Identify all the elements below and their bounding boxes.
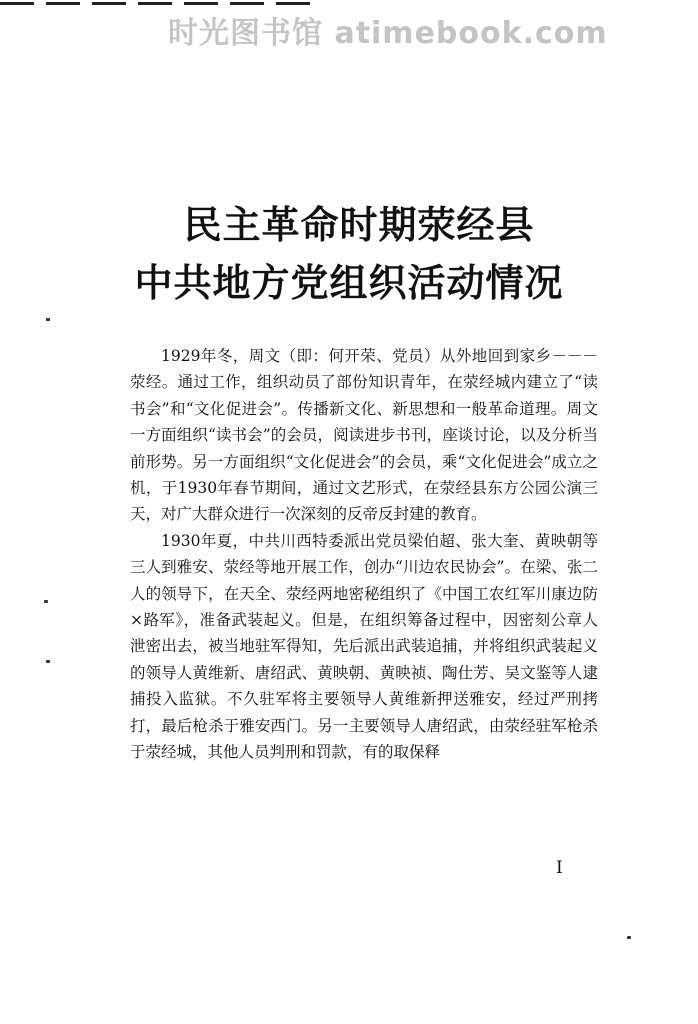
dash-mark	[184, 2, 218, 5]
title-line-1: 民主革命时期荥经县	[183, 203, 535, 247]
scan-speck	[44, 600, 48, 603]
title-line-2: 中共地方党组织活动情况	[134, 261, 564, 305]
dash-mark	[92, 2, 126, 5]
page-title	[0, 196, 698, 312]
dash-mark	[0, 2, 34, 5]
watermark: 时光图书馆 atimebook.com	[168, 16, 608, 51]
scan-speck	[46, 660, 50, 663]
scan-speck	[627, 936, 631, 939]
scan-speck	[46, 318, 50, 321]
paragraph: 1929年冬，周文（即：何开荣、党员）从外地回到家乡－－－荥经。通过工作，组织动员了部份知识青年，在荥经城内建立了“读书会”和“文化促进会”。传播新文化、新思想和一般革命道理。周文一方面组织“读书会”的会员，阅读进步书刊，座谈讨论，以及分析当前形势。另一方面组织“文化促进会”的会员，乘“文化促进会”成立之机，于1930年春节期间，通过文艺形式，在荥经县东方公园公演三天，对广大群众进行一次深刻的反帝反封建的教育。	[130, 347, 598, 524]
dash-mark	[46, 2, 80, 5]
dash-mark	[230, 2, 264, 5]
page-number: I	[556, 858, 563, 878]
dash-mark	[138, 2, 172, 5]
body-text	[130, 343, 598, 766]
paragraph: 1930年夏，中共川西特委派出党员梁伯超、张大奎、黄映朝等三人到雅安、荥经等地开展工作，创办“川边农民协会”。在梁、张二人的领导下，在天全、荥经两地密秘组织了《中国工农红军川康边防×路军》，准备武装起义。但是，在组织筹备过程中，因密刻公章人泄密出去，被当地驻军得知，先后派出武装追捕，并将组织武装起义的领导人黄维新、唐绍武、黄映朝、黄映祯、陶仕芳、吴文鉴等人逮捕投入监狱。不久驻军将主要领导人黄维新押送雅安，经过严刑拷打，最后枪杀于雅安西门。另一主要领导人唐绍武，由荥经驻军枪杀于荥经城，其他人员判刑和罚款，有的取保释	[130, 531, 598, 762]
dash-mark	[276, 2, 310, 5]
